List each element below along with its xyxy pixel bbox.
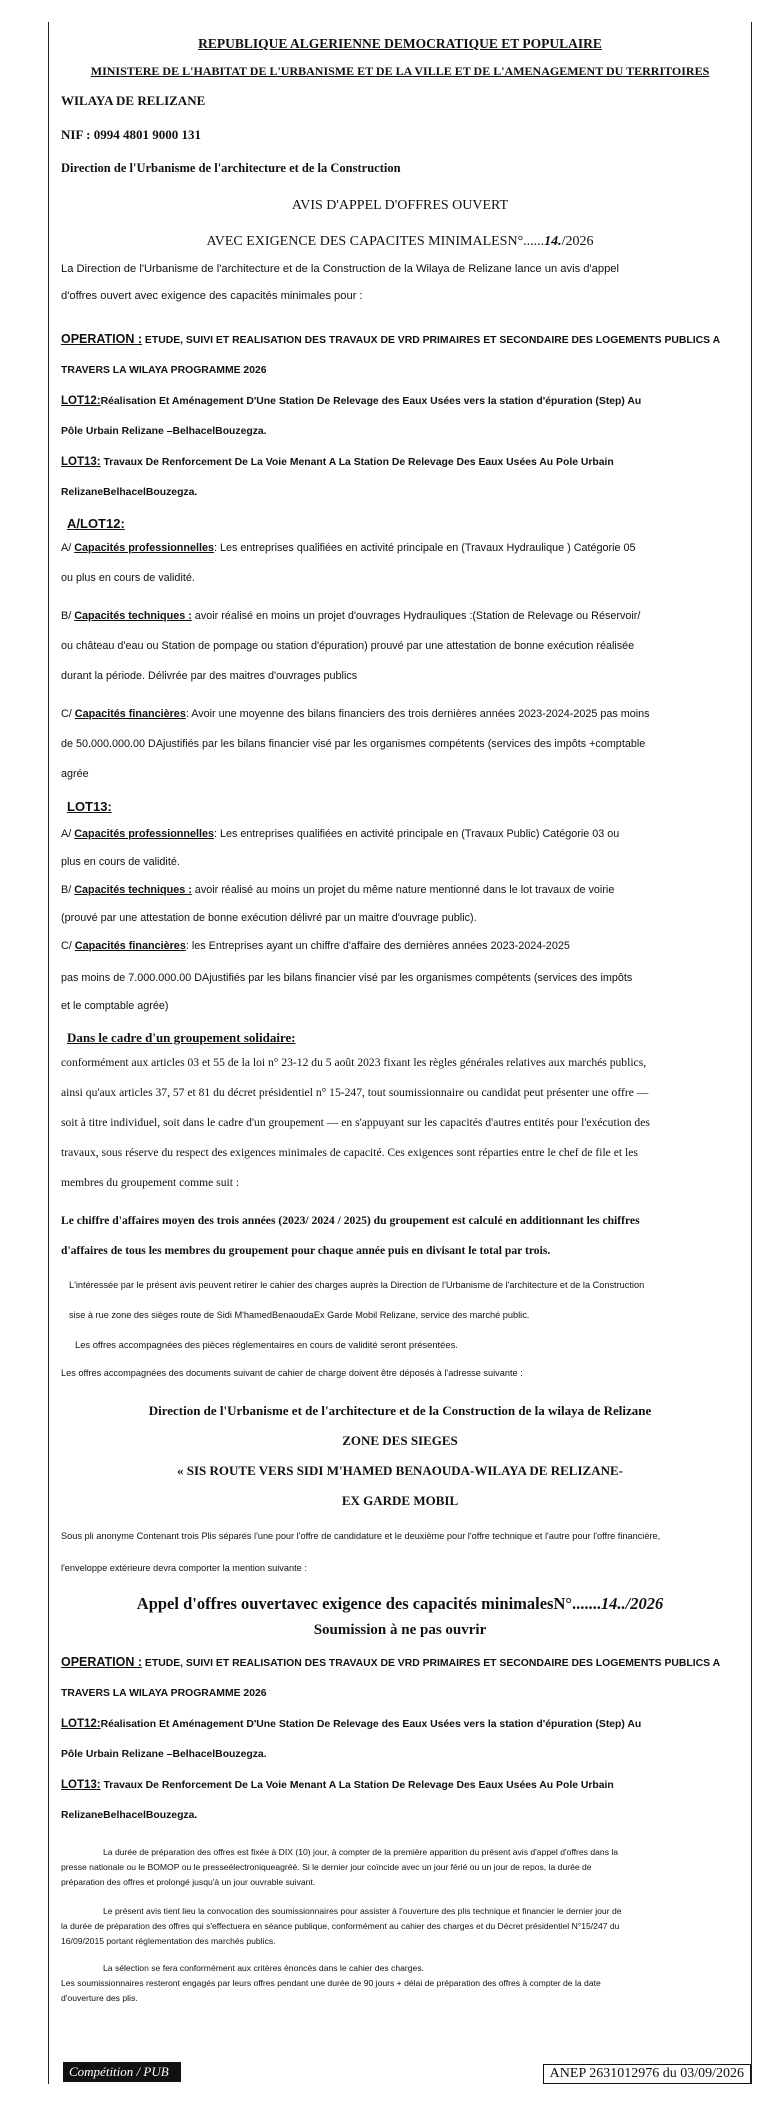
operation-text-2-repeat: TRAVERS LA WILAYA PROGRAMME 2026	[61, 1688, 267, 1699]
convocation-line-2: la durée de préparation des offres qui s'effectuera en séance publique, conformément au cahier des charges et du Décret présidentiel N°15/247 du	[61, 1921, 620, 1931]
lot13-heading: LOT13:	[67, 799, 112, 814]
operation-text-2: TRAVERS LA WILAYA PROGRAMME 2026	[61, 365, 267, 376]
operation-text-1: ETUDE, SUIVI ET REALISATION DES TRAVAUX DE VRD PRIMAIRES ET SECONDAIRE DES LOGEMENTS PUBLICS A	[142, 335, 721, 346]
alot12-prof-line-1: : Les entreprises qualifiées en activité principale en (Travaux Hydraulique ) Catégorie 05	[214, 542, 636, 554]
pli-paragraph	[61, 1520, 739, 1584]
duree-paragraph	[61, 1845, 739, 1890]
alot12-tech-line-1: avoir réalisé en moins un projet d'ouvrages Hydrauliques :(Station de Relevage ou Réservoir/	[191, 610, 641, 622]
retrait-line-2: sise à rue zone des sièges route de Sidi M'hamedBenaoudaEx Garde Mobil Relizane, service des marché public.	[69, 1310, 530, 1320]
convocation-paragraph	[61, 1904, 739, 1949]
alot12-prof-prefix: A/	[61, 542, 75, 554]
lot13-fin-line-1: : les Entreprises ayant un chiffre d'affaire des dernières années 2023-2024-2025	[185, 940, 570, 952]
notice-title: AVIS D'APPEL D'OFFRES OUVERT	[291, 198, 509, 213]
selection-paragraph	[61, 1961, 739, 2006]
engages-line-1: Les soumissionnaires resteront engagés par leurs offres pendant une durée de 90 jours + délai de préparation des offres à compter de la date	[61, 1978, 601, 1988]
lot13-prof-prefix: A/	[61, 828, 75, 840]
pli-line-1: Sous pli anonyme Contenant trois Plis séparés l'une pour l'offre de candidature et le deuxième pour l'offre technique et l'autre pour l'offre financière,	[61, 1531, 661, 1541]
mention-number: 14..	[600, 1594, 626, 1613]
alot12-fin-prefix: C/	[61, 708, 75, 720]
lot13-block	[61, 820, 739, 1020]
address-block	[61, 1396, 739, 1516]
subtitle-suffix: /2026	[561, 234, 594, 249]
retrait-line-1: L'intéressée par le présent avis peuvent retirer le cahier des charges auprès la Direction de l'Urbanisme de l'architecture et de la Construction	[69, 1280, 645, 1290]
offres-line-1: Les offres accompagnées des pièces réglementaires en cours de validité seront présentées.	[75, 1339, 458, 1350]
lot13-tech-line-2: (prouvé par une attestation de bonne exécution délivré par un maitre d'ouvrage public).	[61, 912, 477, 924]
groupement-line-2: ainsi qu'aux articles 37, 57 et 81 du décret présidentiel n° 15-247, tout soumissionnaire ou candidat peut présenter une offre —	[61, 1086, 649, 1099]
lot13-prof-line-1: : Les entreprises qualifiées en activité principale en (Travaux Public) Catégorie 03 ou	[214, 828, 620, 840]
lot13-line-1-repeat: Travaux De Renforcement De La Voie Menant A La Station De Relevage Des Eaux Usées Au Pole Urbain	[100, 1780, 614, 1791]
lot13-fin-line-2: pas moins de 7.000.000.00 DAjustifiés par les bilans financier visé par les organismes compétents (services des impôts	[61, 972, 633, 984]
alot12-tech-prefix: B/	[61, 610, 75, 622]
lot12-label-repeat: LOT12:	[61, 1718, 101, 1730]
lot13-line-1: Travaux De Renforcement De La Voie Menant A La Station De Relevage Des Eaux Usées Au Pole Urbain	[100, 457, 614, 468]
lot13-tech-label: Capacités techniques :	[74, 884, 192, 896]
convocation-line-3: 16/09/2015 portant réglementation des marchés publics.	[61, 1936, 276, 1946]
operation-label-repeat: OPERATION :	[61, 1655, 143, 1669]
lot13-prof-line-2: plus en cours de validité.	[61, 856, 180, 868]
lot12-line-2-repeat: Pôle Urbain Relizane –BelhacelBouzegza.	[61, 1749, 267, 1760]
lot13-label-repeat: LOT13:	[61, 1779, 101, 1791]
intro-paragraph	[61, 256, 739, 310]
groupement-bold-line-2: d'affaires de tous les membres du groupement pour chaque année puis en divisant le total par trois.	[61, 1244, 551, 1257]
subtitle-number: 14.	[544, 234, 562, 249]
alot12-tech-line-3: durant la période. Délivrée par des maitres d'ouvrages publics	[61, 670, 358, 682]
groupement-heading: Dans le cadre d'un groupement solidaire:	[67, 1030, 296, 1045]
operation-text-1-repeat: ETUDE, SUIVI ET REALISATION DES TRAVAUX DE VRD PRIMAIRES ET SECONDAIRE DES LOGEMENTS PUBLICS A	[142, 1658, 721, 1669]
mention-title	[61, 1594, 739, 1614]
offres-line-2: Les offres accompagnées des documents suivant de cahier de charge doivent être déposés à l'adresse suivante :	[61, 1368, 523, 1378]
groupement-line-3: soit à titre individuel, soit dans le cadre d'un groupement — en s'appuyant sur les capacités d'autres entités pour l'exécution des	[61, 1116, 650, 1129]
address-line-2: ZONE DES SIEGES	[342, 1433, 458, 1448]
lot13-tech-prefix: B/	[61, 884, 75, 896]
pli-line-2: l'enveloppe extérieure devra comporter la mention suivante :	[61, 1563, 307, 1573]
mention-suffix: /2026	[625, 1594, 664, 1613]
wilaya-label: WILAYA DE RELIZANE	[61, 93, 206, 108]
lot13-fin-label: Capacités financières	[74, 940, 186, 952]
lot12-line-1: Réalisation Et Aménagement D'Une Station De Relevage des Eaux Usées vers la station d'épuration (Step) Au	[100, 396, 642, 407]
operation-block-repeat	[61, 1647, 739, 1831]
nif-label: NIF : 0994 4801 9000 131	[61, 127, 201, 142]
address-line-3: « SIS ROUTE VERS SIDI M'HAMED BENAOUDA-WILAYA DE RELIZANE-	[177, 1463, 623, 1478]
duree-line-3: préparation des offres et prolongé jusqu'à un jour ouvrable suivant.	[61, 1877, 316, 1887]
direction-label: Direction de l'Urbanisme de l'architecture et de la Construction	[61, 161, 401, 175]
intro-line-2: d'offres ouvert avec exigence des capacités minimales pour :	[61, 290, 363, 302]
lot12-line-1-repeat: Réalisation Et Aménagement D'Une Station De Relevage des Eaux Usées vers la station d'épuration (Step) Au	[100, 1719, 642, 1730]
groupement-paragraph	[61, 1048, 739, 1198]
groupement-bold-line-1: Le chiffre d'affaires moyen des trois années (2023/ 2024 / 2025) du groupement est calculé en additionnant les chiffres	[61, 1214, 640, 1227]
subtitle-prefix: AVEC EXIGENCE DES CAPACITES MINIMALESN°......	[206, 234, 545, 249]
alot12-block	[61, 533, 739, 789]
mention-soumission: Soumission à ne pas ouvrir	[313, 1622, 487, 1638]
footer-anep-reference: ANEP 2631012976 du 03/09/2026	[543, 2064, 751, 2084]
intro-line-1: La Direction de l'Urbanisme de l'architecture et de la Construction de la Wilaya de Relizane lance un avis d'appel	[61, 263, 620, 275]
republic-heading: REPUBLIQUE ALGERIENNE DEMOCRATIQUE ET POPULAIRE	[198, 36, 602, 51]
groupement-line-4: travaux, sous réserve du respect des exigences minimales de capacité. Ces exigences sont réparties entre le chef de file et les	[61, 1146, 638, 1159]
operation-label: OPERATION :	[61, 332, 143, 346]
alot12-fin-line-1: : Avoir une moyenne des bilans financiers des trois dernières années 2023-2024-2025 pas moins	[185, 708, 650, 720]
lot13-prof-label: Capacités professionnelles	[74, 828, 215, 840]
lot13-line-2: RelizaneBelhacelBouzegza.	[61, 487, 198, 498]
notice-page	[48, 22, 752, 2084]
alot12-fin-line-3: agrée	[61, 768, 89, 780]
ministry-heading: MINISTERE DE L'HABITAT DE L'URBANISME ET DE LA VILLE ET DE L'AMENAGEMENT DU TERRITOIRES	[90, 64, 710, 78]
lot13-label: LOT13:	[61, 456, 101, 468]
footer	[49, 2060, 751, 2084]
engages-line-2: d'ouverture des plis.	[61, 1993, 138, 2003]
alot12-fin-line-2: de 50.000.000.00 DAjustifiés par les bilans financier visé par les organismes compétents (services des impôts +comptable	[61, 738, 646, 750]
lot13-fin-prefix: C/	[61, 940, 75, 952]
lot13-fin-line-3: et le comptable agrée)	[61, 1000, 169, 1012]
lot12-line-2: Pôle Urbain Relizane –BelhacelBouzegza.	[61, 426, 267, 437]
operation-block	[61, 324, 739, 508]
alot12-prof-label: Capacités professionnelles	[74, 542, 215, 554]
lot13-tech-line-1: avoir réalisé au moins un projet du même nature mentionné dans le lot travaux de voirie	[191, 884, 615, 896]
groupement-line-1: conformément aux articles 03 et 55 de la loi n° 23-12 du 5 août 2023 fixant les règles générales relatives aux marchés publics,	[61, 1056, 647, 1069]
alot12-prof-line-2: ou plus en cours de validité.	[61, 572, 195, 584]
footer-competition-tag: Compétition / PUB	[63, 2062, 181, 2082]
alot12-tech-label: Capacités techniques :	[74, 610, 192, 622]
groupement-line-5: membres du groupement comme suit :	[61, 1176, 240, 1189]
retrait-paragraph	[61, 1270, 739, 1330]
duree-line-1: La durée de préparation des offres est fixée à DIX (10) jour, à compter de la première apparition du présent avis d'appel d'offres dans la	[103, 1847, 619, 1857]
groupement-bold-paragraph	[61, 1206, 739, 1266]
duree-line-2: presse nationale ou le BOMOP ou le presseélectroniqueagréé. Si le dernier jour coïncide avec un jour férié ou un jour de repos, la durée de	[61, 1862, 592, 1872]
selection-line: La sélection se fera conformément aux critères énoncés dans le cahier des charges.	[103, 1963, 425, 1973]
convocation-line-1: Le présent avis tient lieu la convocation des soumissionnaires pour assister à l'ouverture des plis technique et financier le dernier jour de	[103, 1906, 622, 1916]
notice-subtitle	[61, 234, 739, 250]
lot13-line-2-repeat: RelizaneBelhacelBouzegza.	[61, 1810, 198, 1821]
mention-prefix: Appel d'offres ouvertavec exigence des capacités minimalesN°.......	[136, 1594, 601, 1613]
address-line-1: Direction de l'Urbanisme et de l'architecture et de la Construction de la wilaya de Relizane	[148, 1403, 652, 1418]
address-line-4: EX GARDE MOBIL	[341, 1493, 459, 1508]
alot12-fin-label: Capacités financières	[74, 708, 186, 720]
alot12-heading: A/LOT12:	[67, 516, 125, 531]
lot12-label: LOT12:	[61, 395, 101, 407]
alot12-tech-line-2: ou château d'eau ou Station de pompage ou station d'épuration) prouvé par une attestation de bonne exécution réalisée	[61, 640, 635, 652]
